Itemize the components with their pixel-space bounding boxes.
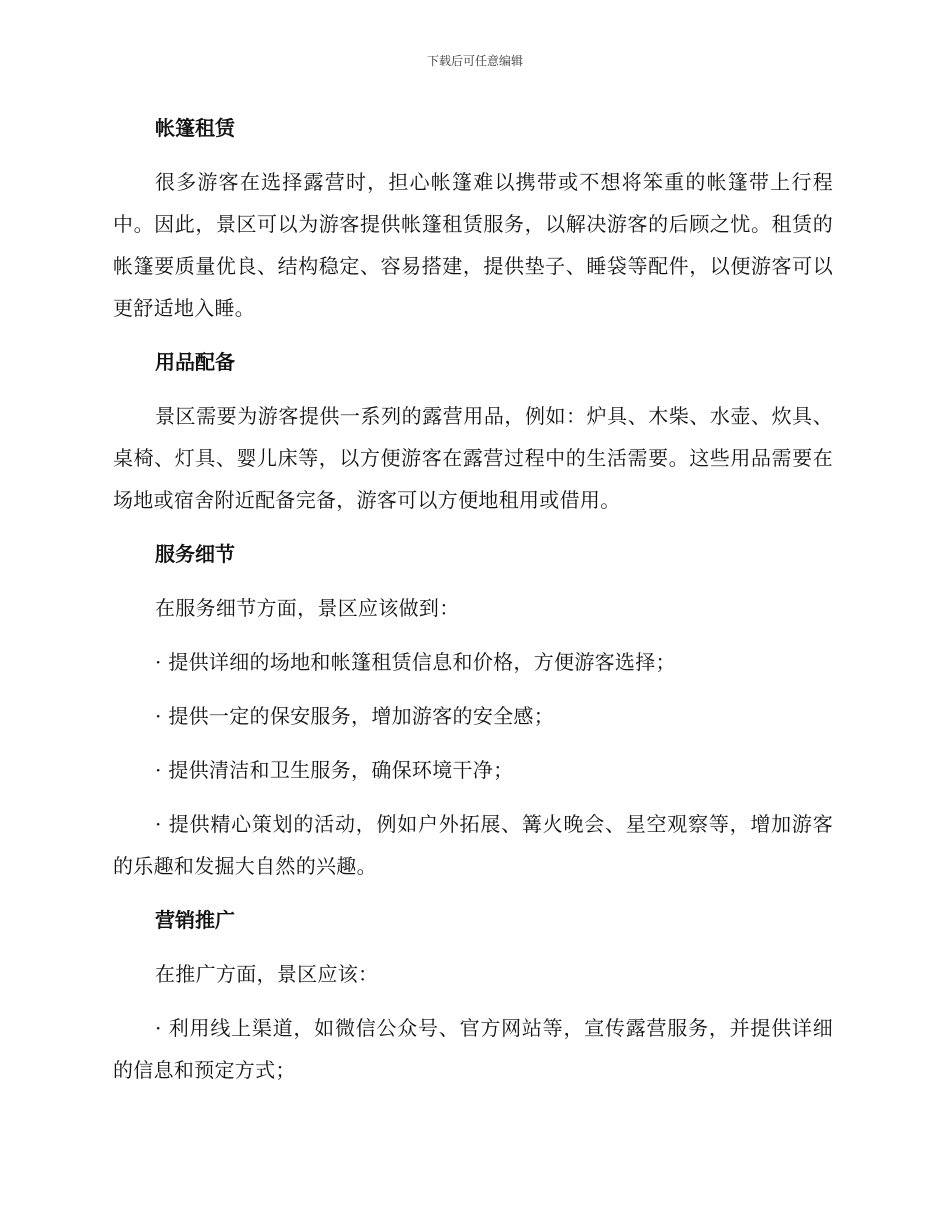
bullet-service-3: · 提供清洁和卫生服务，确保环境干净； (155, 758, 514, 782)
heading-tent-rental: 帐篷租赁 (155, 116, 235, 140)
bullet-service-1: · 提供详细的场地和帐篷租赁信息和价格，方便游客选择； (155, 650, 676, 674)
bullet-marketing-1: · 利用线上渠道，如微信公众号、官方网站等，宣传露营服务，并提供详细的信息和预定方式； (113, 1016, 833, 1082)
paragraph-supplies: 景区需要为游客提供一系列的露营用品，例如：炉具、木柴、水壶、炊具、桌椅、灯具、婴儿床等，以方便游客在露营过程中的生活需要。这些用品需要在场地或宿舍附近配备完备，游客可以方便地租用或借用。 (113, 404, 833, 512)
paragraph-marketing-intro: 在推广方面，景区应该： (155, 962, 379, 986)
heading-service-details: 服务细节 (155, 542, 235, 566)
document-body (113, 107, 833, 1103)
paragraph-service-intro: 在服务细节方面，景区应该做到： (155, 596, 460, 620)
heading-supplies: 用品配备 (155, 350, 235, 374)
paragraph-tent-rental: 很多游客在选择露营时，担心帐篷难以携带或不想将笨重的帐篷带上行程中。因此，景区可以为游客提供帐篷租赁服务，以解决游客的后顾之忧。租赁的帐篷要质量优良、结构稳定、容易搭建，提供垫子、睡袋等配件，以便游客可以更舒适地入睡。 (113, 170, 833, 320)
bullet-service-4: · 提供精心策划的活动，例如户外拓展、篝火晚会、星空观察等，增加游客的乐趣和发掘大自然的兴趣。 (113, 812, 833, 878)
page-header: 下载后可任意编辑 (426, 54, 523, 68)
bullet-service-2: · 提供一定的保安服务，增加游客的安全感； (155, 704, 555, 728)
heading-marketing: 营销推广 (155, 908, 235, 932)
